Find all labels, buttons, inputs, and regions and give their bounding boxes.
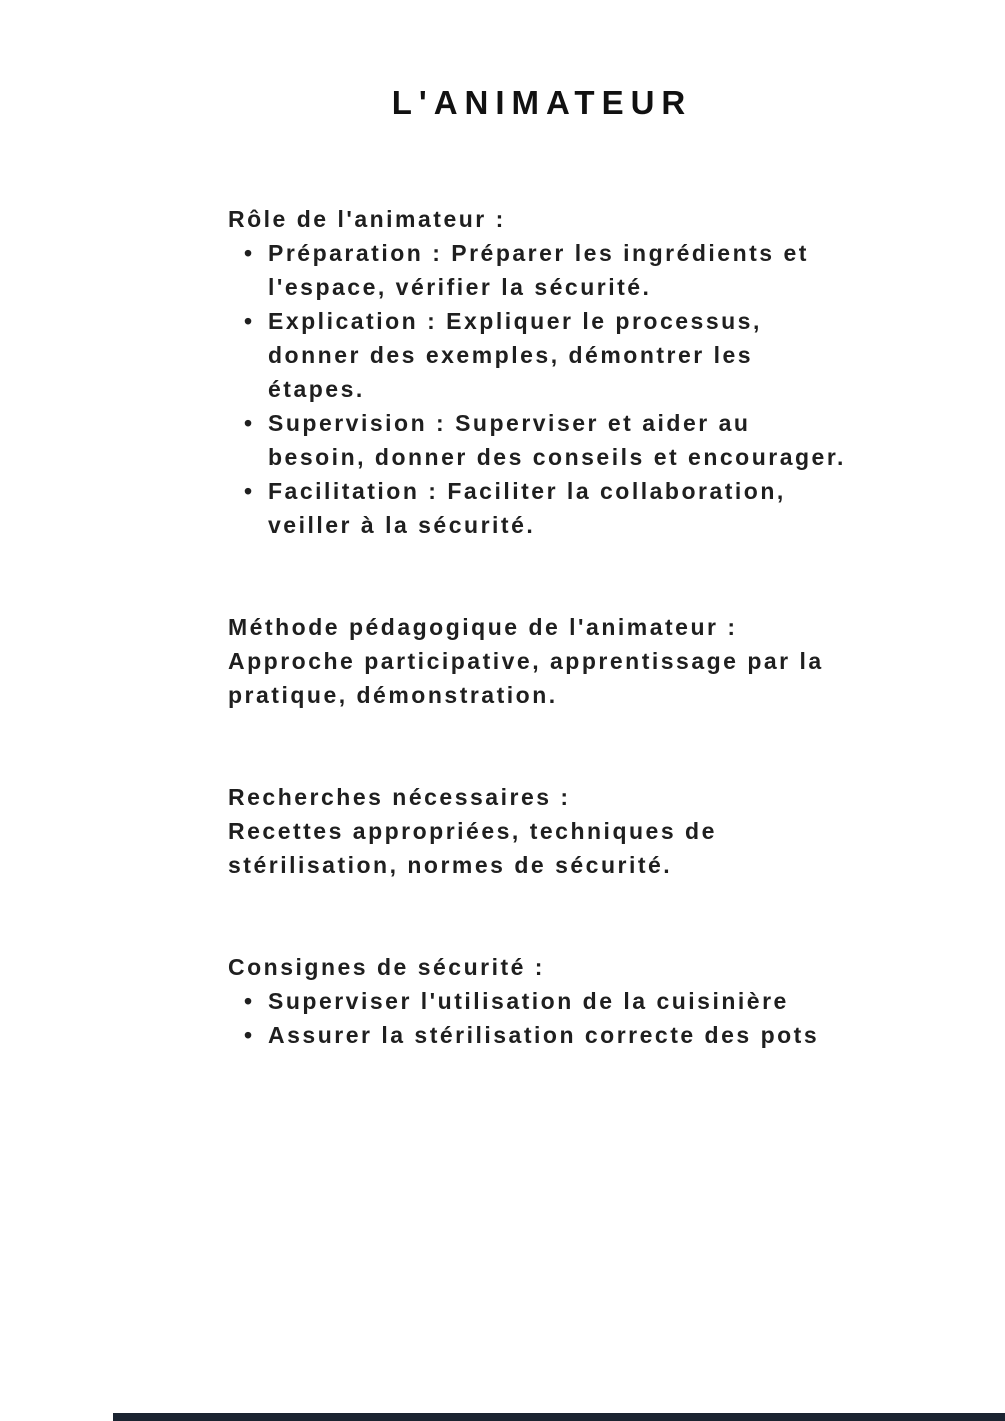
list-item: • Explication : Expliquer le processus, donner des exemples, démontrer les étapes.	[228, 304, 856, 406]
bottom-bar	[113, 1413, 1005, 1421]
list-item: • Superviser l'utilisation de la cuisinière	[228, 984, 856, 1018]
section-consignes	[228, 950, 856, 1052]
section-recherches	[228, 780, 856, 882]
section-body-methode: Approche participative, apprentissage par la pratique, démonstration.	[228, 648, 824, 708]
section-heading-role: Rôle de l'animateur :	[228, 206, 506, 232]
list-item: • Préparation : Préparer les ingrédients et l'espace, vérifier la sécurité.	[228, 236, 856, 304]
list-item: • Facilitation : Faciliter la collaboration, veiller à la sécurité.	[228, 474, 856, 542]
section-body-recherches: Recettes appropriées, techniques de stérilisation, normes de sécurité.	[228, 818, 717, 878]
page-title: L'ANIMATEUR	[391, 84, 693, 121]
role-bullet-list	[228, 236, 856, 542]
consignes-bullet-list	[228, 984, 856, 1052]
list-item: • Assurer la stérilisation correcte des pots	[228, 1018, 856, 1052]
section-heading-consignes: Consignes de sécurité :	[228, 954, 545, 980]
section-role	[228, 202, 856, 542]
list-item: • Supervision : Superviser et aider au besoin, donner des conseils et encourager.	[228, 406, 856, 474]
section-heading-methode: Méthode pédagogique de l'animateur :	[228, 614, 738, 640]
section-methode	[228, 610, 856, 712]
content-column	[228, 0, 856, 1120]
sections-container	[228, 202, 856, 1052]
section-heading-recherches: Recherches nécessaires :	[228, 784, 571, 810]
